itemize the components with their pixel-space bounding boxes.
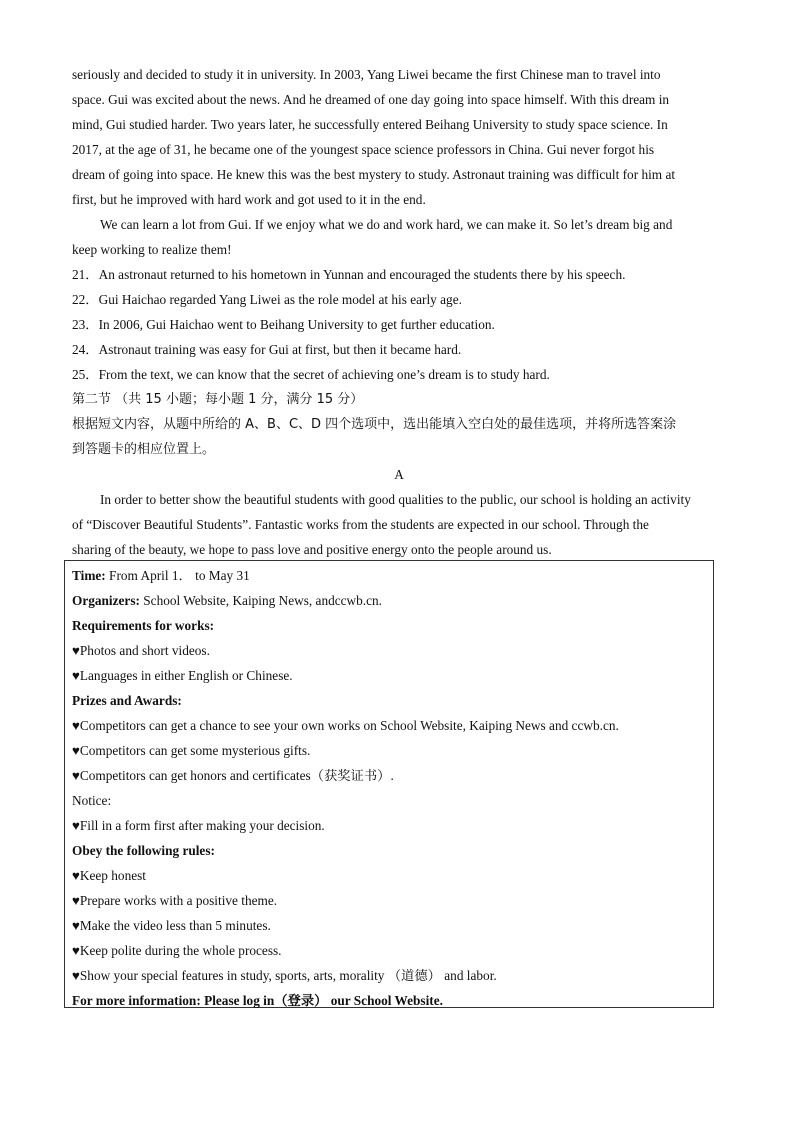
intro-line: In order to better show the beautiful students with good qualities to the public, our school is holding an activity <box>100 492 691 507</box>
intro-paragraph <box>72 487 726 562</box>
rule-item: ♥Keep honest <box>72 868 146 883</box>
prizes-heading: Prizes and Awards: <box>72 693 182 708</box>
passage-line: first, but he improved with hard work and got used to it in the end. <box>72 192 426 207</box>
requirements-heading: Requirements for works: <box>72 618 215 633</box>
intro-line: of “Discover Beautiful Students”. Fantastic works from the students are expected in our school. Through the <box>72 517 649 532</box>
question-23: 23．In 2006, Gui Haichao went to Beihang University to get further education. <box>72 317 495 332</box>
intro-line: sharing of the beauty, we hope to pass love and positive energy onto the people around us. <box>72 542 552 557</box>
closing-paragraph <box>72 212 726 262</box>
prize-item: ♥Competitors can get some mysterious gifts. <box>72 743 311 758</box>
rules-heading: Obey the following rules: <box>72 843 215 858</box>
passage-continuation <box>72 62 726 212</box>
passage-line: We can learn a lot from Gui. If we enjoy what we do and work hard, we can make it. So let’s dream big and <box>100 217 673 232</box>
notice-item: ♥Fill in a form first after making your decision. <box>72 818 325 833</box>
time-row <box>72 563 713 588</box>
question-22: 22．Gui Haichao regarded Yang Liwei as the role model at his early age. <box>72 292 462 307</box>
question-24: 24．Astronaut training was easy for Gui at first, but then it became hard. <box>72 342 462 357</box>
rule-item: ♥Make the video less than 5 minutes. <box>72 918 271 933</box>
passage-line: keep working to realize them! <box>72 242 232 257</box>
section-heading: 第二节 （共 15 小题；每小题 1 分，满分 15 分） <box>72 392 364 407</box>
passage-line: mind, Gui studied harder. Two years later, he successfully entered Beihang University to study space science. In <box>72 117 668 132</box>
section-instructions <box>72 412 726 462</box>
rule-item: ♥Keep polite during the whole process. <box>72 943 282 958</box>
time-value: From April 1． to May 31 <box>105 568 250 583</box>
time-label: Time: <box>72 568 106 583</box>
passage-line: 2017, at the age of 31, he became one of the youngest space science professors in China. Gui never forgot his <box>72 142 655 157</box>
organizers-row <box>72 588 713 613</box>
organizers-label: Organizers: <box>72 593 140 608</box>
organizers-value: School Website, Kaiping News, andccwb.cn. <box>139 593 382 608</box>
question-25: 25．From the text, we can know that the secret of achieving one’s dream is to study hard. <box>72 367 550 382</box>
passage-line: dream of going into space. He knew this was the best mystery to study. Astronaut training was difficult for him at <box>72 167 676 182</box>
document-page <box>72 62 726 562</box>
instruction-line: 到答题卡的相应位置上。 <box>72 442 216 457</box>
requirement-item: ♥Languages in either English or Chinese. <box>72 668 293 683</box>
activity-notice-box <box>64 560 714 1008</box>
more-info-footer: For more information: Please log in（登录） our School Website. <box>72 993 443 1008</box>
prize-item: ♥Competitors can get a chance to see your own works on School Website, Kaiping News and ccwb.cn. <box>72 718 619 733</box>
rule-item: ♥Show your special features in study, sports, arts, morality （道德） and labor. <box>72 968 497 983</box>
passage-line: space. Gui was excited about the news. And he dreamed of one day going into space himself. With this dream in <box>72 92 670 107</box>
prize-item: ♥Competitors can get honors and certificates（获奖证书）. <box>72 768 394 783</box>
passage-letter: A <box>394 467 404 482</box>
question-21: 21．An astronaut returned to his hometown in Yunnan and encouraged the students there by his speech. <box>72 267 626 282</box>
notice-label: Notice: <box>72 793 112 808</box>
question-list <box>72 262 726 387</box>
requirement-item: ♥Photos and short videos. <box>72 643 210 658</box>
rule-item: ♥Prepare works with a positive theme. <box>72 893 278 908</box>
passage-line: seriously and decided to study it in university. In 2003, Yang Liwei became the first Chinese man to travel into <box>72 67 661 82</box>
instruction-line: 根据短文内容，从题中所给的 A、B、C、D 四个选项中，选出能填入空白处的最佳选项，并将所选答案涂 <box>72 417 677 432</box>
